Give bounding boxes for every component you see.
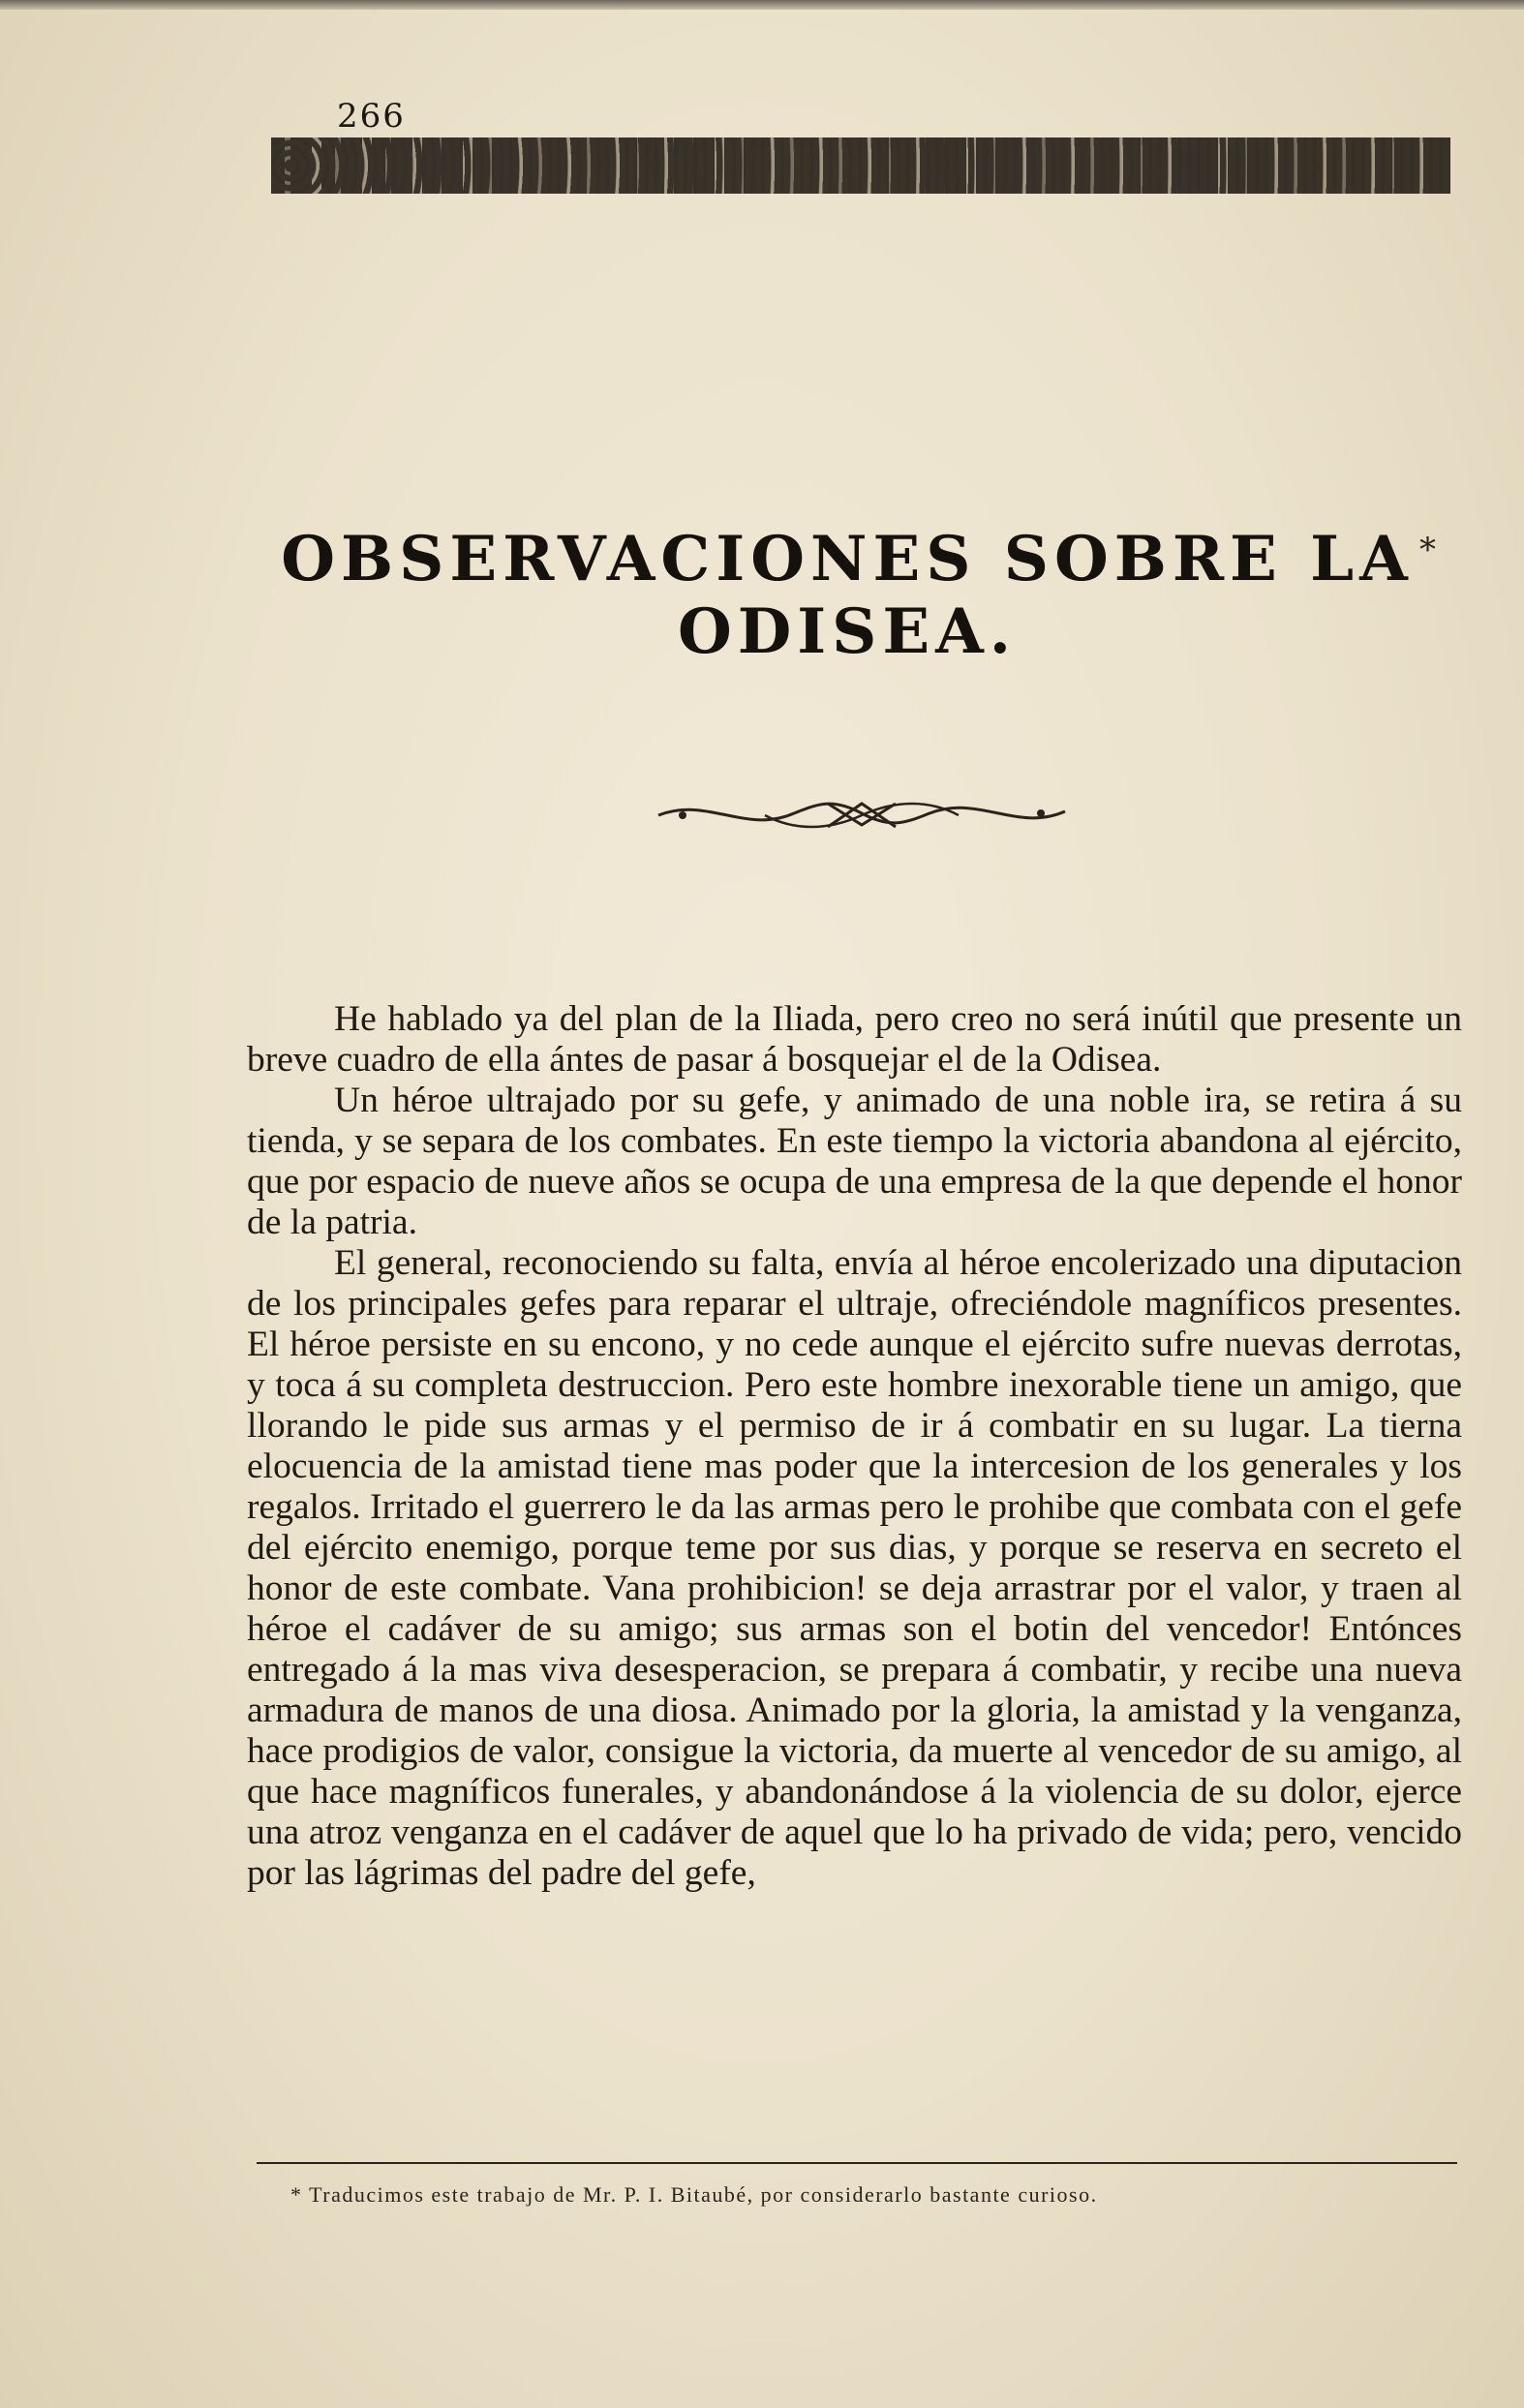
footnote-rule	[257, 2162, 1457, 2164]
page-number: 266	[337, 97, 406, 136]
footnote: * Traducimos este trabajo de Mr. P. I. Bitaubé, por considerarlo bastante curioso.	[290, 2182, 1098, 2207]
flourish-divider-icon	[649, 786, 1075, 840]
page-title: OBSERVACIONES SOBRE LA ODISEA.	[281, 523, 1414, 668]
paragraph: El general, reconociendo su falta, envía al héroe encolerizado una diputacion de los principales gefes para reparar el ultraje, ofreciéndole magníficos presentes. El héroe persiste en su encono, y no cede aunque el ejército sufre nuevas derrotas, y toca á su completa destruccion. Pero este hombre inexorable tiene un amigo, que llorando le pide sus armas y el permiso de ir á combatir en su lugar. La tierna elocuencia de la amistad tiene mas poder que la intercesion de los generales y los regalos. Irritado el guerrero le da las armas pero le prohibe que combata con el gefe del ejército enemigo, porque teme por sus dias, y porque se reserva en secreto el honor de este combate. Vana prohibicion! se deja arrastrar por el valor, y traen al héroe el cadáver de su amigo; sus armas son el botin del vencedor! Entónces entregado á la mas viva desesperacion, se prepara á combatir, y recibe una nueva armadura de manos de una diosa. Animado por la gloria, la amistad y la venganza, hace prodigios de valor, consigue la victoria, da muerte al vencedor de su amigo, al que hace magníficos funerales, y abandonándose á la violencia de su dolor, ejerce una atroz venganza en el cadáver de aquel que lo ha privado de vida; pero, vencido por las lágrimas del padre del gefe,	[247, 1243, 1462, 1893]
header-ornament-band	[271, 137, 1450, 194]
page-top-edge	[0, 0, 1524, 10]
paragraph: Un héroe ultrajado por su gefe, y animado de una noble ira, se retira á su tienda, y se separa de los combates. En este tiempo la victoria abandona al ejército, que por espacio de nueve años se ocupa de una empresa de la que depende el honor de la patria.	[247, 1081, 1462, 1242]
article-body	[247, 999, 1462, 1894]
title-footnote-mark: *	[1419, 531, 1436, 569]
paragraph: He hablado ya del plan de la Iliada, pero creo no será inútil que presente un breve cuadro de ella ántes de pasar á bosquejar el de la Odisea.	[247, 999, 1462, 1080]
